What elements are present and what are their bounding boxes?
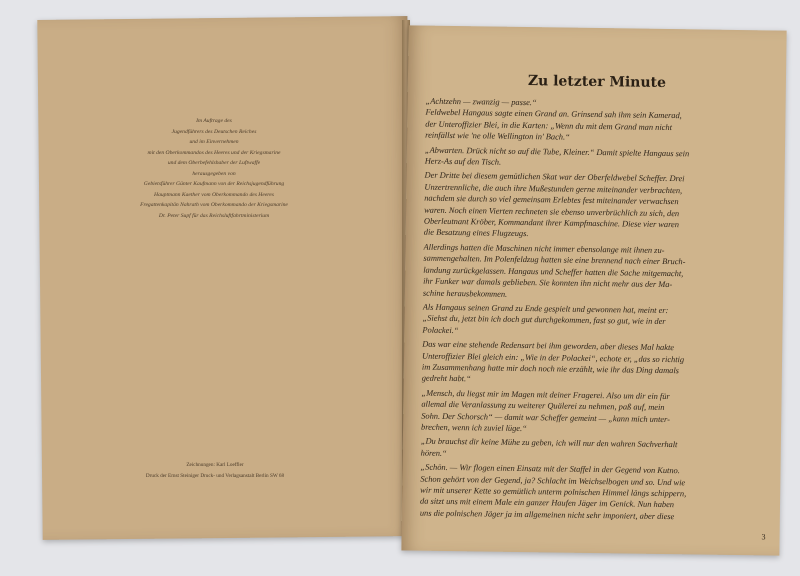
text-line: Das war eine stehende Redensart bei ihm geworden, aber dieses Mal hakte xyxy=(422,339,675,353)
paragraph xyxy=(425,96,770,146)
text-line: Feldwebel Hangaus sagte einen Grand an. Grinsend sah ihm sein Kamerad, xyxy=(425,108,682,121)
text-line: uns die polnischen Jäger ja im allgemeinen nicht sehr imponiert, aber diese xyxy=(419,508,675,521)
text-line: schine herausbekommen. xyxy=(422,288,508,299)
credit-line: und dem Oberbefehlshaber der Luftwaffe xyxy=(167,160,261,166)
text-line: gedreht habt.“ xyxy=(421,373,471,384)
text-line: „Mensch, du liegst mir im Magen mit deiner Fragerei. Also um dir ein für xyxy=(421,388,670,401)
text-line: reinfällst wie 'ne olle Wellington in' Bach.“ xyxy=(425,130,570,142)
paragraph xyxy=(424,170,769,243)
text-line: Der Dritte bei diesem gemütlichen Skat war der Oberfeldwebel Scheffer. Drei xyxy=(424,171,685,184)
credit-line: Im Auftrage des xyxy=(196,118,232,124)
text-line: die Besatzung eines Flugzeugs. xyxy=(423,228,529,239)
text-line: wir mit unserer Kette so gemütlich unterm polnischen Himmel längs schippern, xyxy=(420,485,687,499)
text-line: Unzertrennliche, die auch ihre Mußestunden gerne miteinander verbrachten, xyxy=(424,182,683,196)
text-line: Schon gehört von der Gegend, ja? Schlacht im Weichselbogen und so. Und wie xyxy=(420,474,686,487)
paragraph xyxy=(422,339,767,389)
credit-line: und im Einvernehmen xyxy=(189,139,239,145)
text-line: ihr Funker war damals geblieben. Sie konnten ihn nicht mehr aus der Ma- xyxy=(423,276,673,290)
text-line: Herz-As auf den Tisch. xyxy=(424,156,502,167)
text-line: Als Hangaus seinen Grand zu Ende gespielt und gewonnen hat, meint er: xyxy=(422,302,669,315)
credit-line: Dr. Peter Supf für das Reichsluftfahrtministerium xyxy=(158,212,270,219)
text-line: waren. Noch einen Vierten rechneten sie ebenso unverbrüchlich zu sich, den xyxy=(424,205,680,218)
paragraph xyxy=(420,462,765,524)
text-line: „Siehst du, jetzt bin ich doch gut durchgekommen, fast so gut, wie in der xyxy=(422,313,666,327)
drawings-credit: Zeichnungen: Karl Loeffler xyxy=(186,462,244,468)
text-line: da sitzt uns mit einem Male ein ganzer Haufen Jäger im Genick. Nun haben xyxy=(419,496,675,510)
text-line: sammengehalten. Im Polenfeldzug hatten sie eine brennend nach einer Bruch- xyxy=(423,253,686,267)
credit-line: herausgegeben von xyxy=(192,170,236,177)
text-line: der Unteroffizier Blei, in die Karten: „Wenn du mit dem Grand man nicht xyxy=(425,119,673,132)
text-line: „Abwarten. Drück nicht so auf die Tube, Kleiner.“ Damit spielte Hangaus sein xyxy=(424,145,690,158)
text-line: im Zusammenhang hatte mir doch noch nie erzählt, wie ihr das Ding damals xyxy=(421,362,680,376)
right-page xyxy=(401,25,786,555)
printer-credit: Druck der Ernst Steiniger Druck- und Verlagsanstalt Berlin SW 68 xyxy=(145,473,285,479)
credit-line: Fregattenkapitän Nahrath vom Oberkommando der Kriegsmarine xyxy=(140,202,288,208)
credit-line: Gebietsführer Günter Kaufmann von der Reichsjugendführung xyxy=(143,181,285,187)
text-line: brechen, wenn ich zuviel lüge.“ xyxy=(421,422,527,434)
text-line: „Achtzehn — zwanzig — passe.“ xyxy=(425,96,537,108)
publisher-credits xyxy=(64,116,364,221)
paragraph xyxy=(422,302,766,341)
credit-line: Jugendführers des Deutschen Reiches xyxy=(171,128,257,135)
text-line: allemal die Veranlassung zu weiterer Quälerei zu nehmen, paß auf, mein xyxy=(421,399,665,413)
story-text xyxy=(420,96,770,527)
text-line: nachdem sie durch so viel gemeinsam Erlebtes fest miteinander verwachsen xyxy=(424,193,679,207)
text-line: Oberleutnant Kröber, Kommandant ihrer Kampfmaschine. Diese vier waren xyxy=(423,216,680,230)
text-line: „Du brauchst dir keine Mühe zu geben, ich will nur den wahren Sachverhalt xyxy=(420,436,678,450)
text-line: Polackei.“ xyxy=(422,325,459,335)
text-line: landung zurückgelassen. Hangaus und Scheffer hatten die Sache mitgemacht, xyxy=(423,265,684,278)
text-line: Unteroffizier Blei gleich ein: „Wie in der Polackei“, echote er, „das so richtig xyxy=(422,351,685,364)
paragraph xyxy=(421,387,766,437)
page-number: 3 xyxy=(761,532,766,542)
credit-line: Hauptmann Kaether vom Oberkommando des Heeres xyxy=(154,191,274,198)
chapter-title: Zu letzter Minute xyxy=(527,73,667,91)
text-line: Sohn. Der Schorsch“ — damit war Scheffer gemeint — „kann mich unter- xyxy=(421,411,671,424)
imprint-block xyxy=(60,460,370,482)
credit-line: mit den Oberkommandos des Heeres und der Kriegsmarine xyxy=(147,149,281,156)
text-line: hören.“ xyxy=(420,448,447,458)
paragraph xyxy=(423,241,768,303)
text-line: „Schön. — Wir flogen einen Einsatz mit der Staffel in der Gegend von Kutno. xyxy=(420,462,680,476)
text-line: Allerdings hatten die Maschinen nicht immer ebensolange mit ihnen zu- xyxy=(423,242,665,255)
